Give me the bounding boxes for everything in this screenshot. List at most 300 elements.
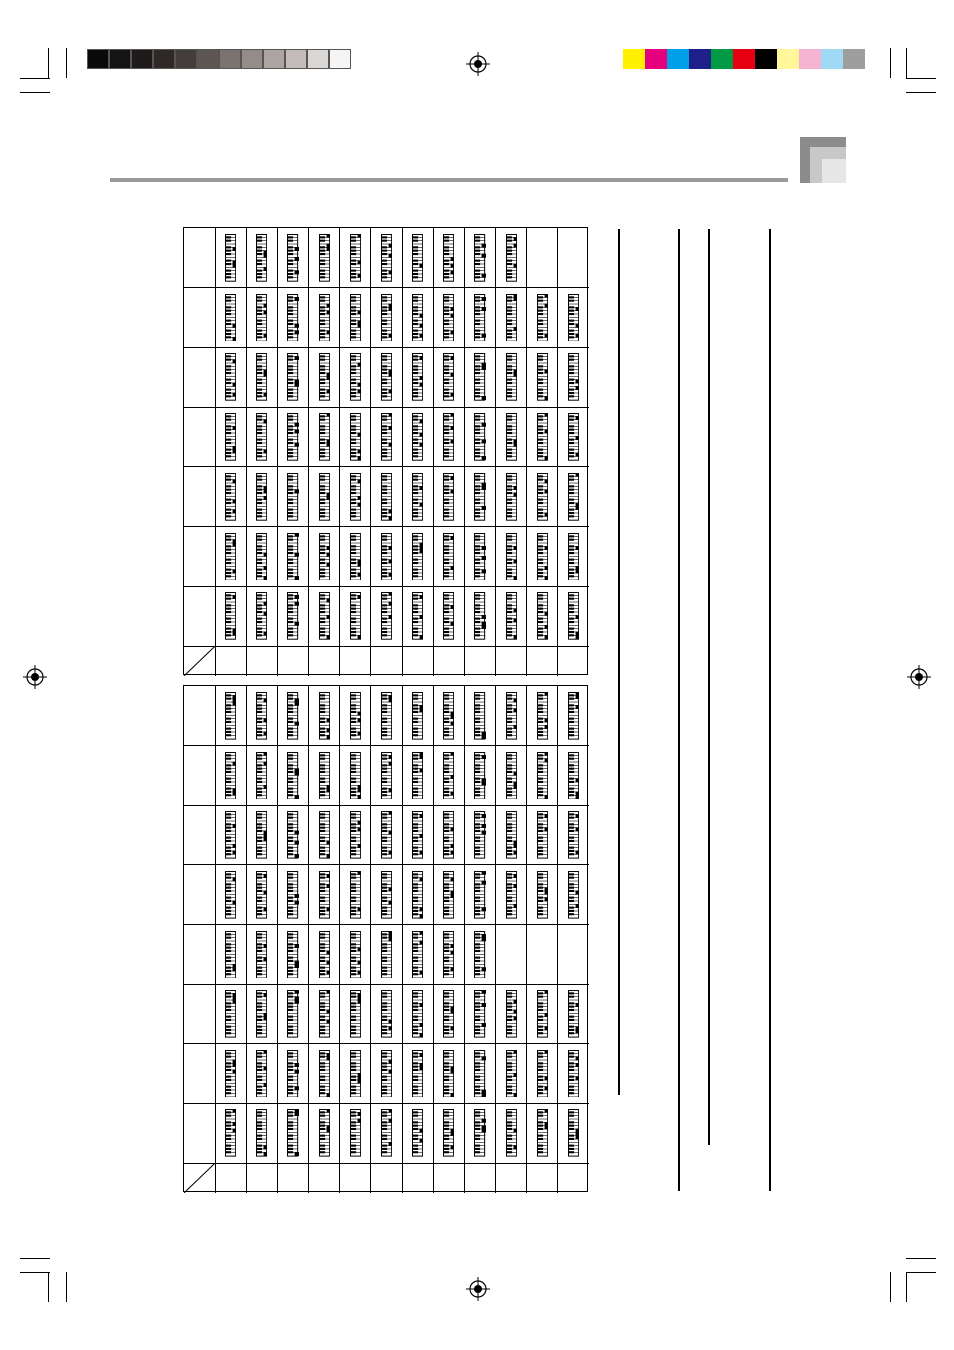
grey-swatch (153, 49, 175, 69)
chord-cell (558, 288, 589, 348)
chord-cell (402, 984, 433, 1044)
chord-cell (340, 586, 371, 646)
keyboard-diagram (381, 353, 392, 401)
chord-cell (215, 288, 246, 348)
keyboard-diagram (474, 692, 485, 740)
chord-cell (215, 925, 246, 985)
keyboard-diagram (225, 692, 236, 740)
chord-cell (246, 984, 277, 1044)
chord-cell (464, 228, 495, 288)
chord-cell (527, 527, 558, 587)
chord-cell (402, 686, 433, 746)
keyboard-diagram (443, 353, 454, 401)
crop-mark (20, 78, 50, 79)
keyboard-diagram (350, 234, 361, 282)
chord-cell (527, 347, 558, 407)
grey-swatch (263, 49, 285, 69)
keyboard-diagram (506, 533, 517, 581)
keyboard-diagram (225, 294, 236, 342)
keyboard-diagram (506, 473, 517, 521)
color-swatch (821, 49, 843, 69)
chord-cell (215, 984, 246, 1044)
chord-cell (402, 347, 433, 407)
crop-mark (48, 1272, 49, 1302)
keyboard-diagram (381, 413, 392, 461)
chord-cell (277, 1103, 308, 1163)
grey-swatch (109, 49, 131, 69)
chord-cell (340, 865, 371, 925)
keyboard-diagram (568, 592, 579, 640)
chord-cell (433, 467, 464, 527)
keyboard-diagram (287, 234, 298, 282)
keyboard-diagram (568, 811, 579, 859)
keyboard-diagram (319, 1050, 330, 1098)
keyboard-diagram (256, 1109, 267, 1157)
chord-cell (527, 288, 558, 348)
keyboard-diagram (506, 1109, 517, 1157)
chord-cell (496, 686, 527, 746)
chord-cell (277, 984, 308, 1044)
registration-target (466, 52, 490, 76)
chord-cell (402, 865, 433, 925)
chord-cell (527, 686, 558, 746)
chord-cell (558, 984, 589, 1044)
chord-cell (558, 1044, 589, 1104)
color-swatch (623, 49, 645, 69)
keyboard-diagram (474, 1109, 485, 1157)
chord-cell (215, 1044, 246, 1104)
chord-cell (558, 746, 589, 806)
chord-cell (215, 805, 246, 865)
keyboard-diagram (256, 811, 267, 859)
keyboard-diagram (256, 752, 267, 800)
keyboard-diagram (568, 752, 579, 800)
keyboard-diagram (287, 931, 298, 979)
keyboard-diagram (350, 692, 361, 740)
keyboard-diagram (412, 1109, 423, 1157)
vertical-rule-2 (678, 229, 680, 1191)
keyboard-diagram (287, 811, 298, 859)
keyboard-diagram (287, 990, 298, 1038)
chord-cell (558, 347, 589, 407)
chord-cell (371, 228, 402, 288)
chord-cell (464, 1044, 495, 1104)
chord-cell (215, 865, 246, 925)
keyboard-diagram (506, 871, 517, 919)
chord-cell (246, 586, 277, 646)
keyboard-diagram (568, 473, 579, 521)
chord-cell (246, 1103, 277, 1163)
registration-target (466, 1277, 490, 1301)
chord-cell (309, 407, 340, 467)
keyboard-diagram (225, 752, 236, 800)
chord-cell (433, 1044, 464, 1104)
keyboard-diagram (568, 533, 579, 581)
keyboard-diagram (537, 871, 548, 919)
chord-cell (309, 586, 340, 646)
keyboard-diagram (225, 931, 236, 979)
chord-cell (215, 347, 246, 407)
keyboard-diagram (381, 990, 392, 1038)
chord-cell (464, 805, 495, 865)
crop-mark (20, 92, 50, 93)
keyboard-diagram (474, 931, 485, 979)
chord-cell (496, 586, 527, 646)
chord-cell (558, 1103, 589, 1163)
keyboard-diagram (537, 811, 548, 859)
chord-cell (215, 586, 246, 646)
chord-cell (340, 1044, 371, 1104)
chord-cell (496, 1103, 527, 1163)
keyboard-diagram (287, 1109, 298, 1157)
grey-swatch (329, 49, 351, 69)
keyboard-diagram (506, 1050, 517, 1098)
keyboard-diagram (537, 1050, 548, 1098)
chord-cell (496, 746, 527, 806)
keyboard-diagram (256, 473, 267, 521)
grey-swatch (87, 49, 109, 69)
keyboard-diagram (381, 871, 392, 919)
keyboard-diagram (350, 294, 361, 342)
chord-cell (464, 288, 495, 348)
header-corner (184, 646, 215, 676)
chord-cell (277, 686, 308, 746)
crop-mark (48, 48, 49, 78)
keyboard-diagram (350, 871, 361, 919)
keyboard-diagram (319, 592, 330, 640)
keyboard-diagram (443, 234, 454, 282)
keyboard-diagram (287, 871, 298, 919)
grey-swatch (241, 49, 263, 69)
keyboard-diagram (568, 990, 579, 1038)
chord-cell (527, 865, 558, 925)
chord-cell (277, 527, 308, 587)
chord-cell (464, 1103, 495, 1163)
keyboard-diagram (474, 990, 485, 1038)
keyboard-diagram (287, 1050, 298, 1098)
chord-cell (309, 527, 340, 587)
keyboard-diagram (256, 990, 267, 1038)
crop-mark (66, 48, 67, 78)
keyboard-diagram (506, 811, 517, 859)
chord-cell (402, 407, 433, 467)
chord-cell (402, 288, 433, 348)
keyboard-diagram (412, 990, 423, 1038)
chord-cell (496, 1044, 527, 1104)
keyboard-diagram (412, 1050, 423, 1098)
chord-cell (558, 686, 589, 746)
keyboard-diagram (537, 473, 548, 521)
chord-cell (402, 228, 433, 288)
keyboard-diagram (412, 473, 423, 521)
chord-cell (246, 527, 277, 587)
registration-target (23, 665, 47, 689)
chord-cell (309, 746, 340, 806)
keyboard-diagram (225, 473, 236, 521)
keyboard-diagram (537, 353, 548, 401)
keyboard-diagram (319, 811, 330, 859)
keyboard-diagram (287, 353, 298, 401)
chord-cell (433, 527, 464, 587)
keyboard-diagram (381, 811, 392, 859)
keyboard-diagram (443, 1050, 454, 1098)
chord-cell (371, 984, 402, 1044)
chord-cell (464, 407, 495, 467)
chord-cell (309, 467, 340, 527)
chord-cell (496, 527, 527, 587)
chord-cell (464, 984, 495, 1044)
chord-cell (309, 1103, 340, 1163)
keyboard-diagram (443, 413, 454, 461)
chord-cell (464, 527, 495, 587)
keyboard-diagram (287, 533, 298, 581)
chord-cell (246, 686, 277, 746)
keyboard-diagram (506, 692, 517, 740)
crop-mark (20, 1272, 50, 1273)
chord-cell (215, 1103, 246, 1163)
keyboard-diagram (443, 294, 454, 342)
chord-cell (309, 925, 340, 985)
keyboard-diagram (474, 294, 485, 342)
keyboard-diagram (474, 871, 485, 919)
keyboard-diagram (506, 592, 517, 640)
crop-mark (906, 1258, 936, 1259)
chord-cell (277, 1044, 308, 1104)
color-swatch (755, 49, 777, 69)
chord-cell (246, 805, 277, 865)
chord-cell (215, 228, 246, 288)
keyboard-diagram (350, 811, 361, 859)
chord-cell (215, 407, 246, 467)
chord-cell (340, 467, 371, 527)
chord-cell (246, 407, 277, 467)
chord-cell (496, 407, 527, 467)
chord-cell (246, 467, 277, 527)
keyboard-diagram (568, 413, 579, 461)
chord-cell (340, 288, 371, 348)
vertical-rule-4 (769, 229, 771, 1191)
color-swatch (689, 49, 711, 69)
keyboard-diagram (319, 1109, 330, 1157)
keyboard-diagram (537, 294, 548, 342)
chord-cell (371, 925, 402, 985)
lower-panel (183, 685, 588, 1192)
keyboard-diagram (225, 533, 236, 581)
chord-cell (340, 686, 371, 746)
chord-cell (277, 347, 308, 407)
chord-cell (402, 1044, 433, 1104)
chord-cell (558, 586, 589, 646)
chord-cell (340, 1103, 371, 1163)
keyboard-diagram (225, 413, 236, 461)
keyboard-diagram (287, 592, 298, 640)
chord-cell (246, 288, 277, 348)
color-swatch (799, 49, 821, 69)
keyboard-diagram (568, 871, 579, 919)
crop-mark (906, 1272, 907, 1302)
color-swatch (667, 49, 689, 69)
color-swatch (733, 49, 755, 69)
chord-cell (464, 467, 495, 527)
grey-swatch (307, 49, 329, 69)
chord-cell (402, 467, 433, 527)
chord-cell (558, 527, 589, 587)
chord-cell (277, 407, 308, 467)
keyboard-diagram (225, 234, 236, 282)
keyboard-diagram (225, 592, 236, 640)
chord-cell (527, 746, 558, 806)
keyboard-diagram (474, 1050, 485, 1098)
keyboard-diagram (443, 752, 454, 800)
keyboard-diagram (474, 473, 485, 521)
chord-cell (340, 805, 371, 865)
grey-swatch (175, 49, 197, 69)
grey-swatch (197, 49, 219, 69)
keyboard-diagram (350, 533, 361, 581)
keyboard-diagram (350, 413, 361, 461)
keyboard-diagram (443, 871, 454, 919)
chord-cell (527, 407, 558, 467)
keyboard-diagram (381, 931, 392, 979)
chord-cell (340, 228, 371, 288)
keyboard-diagram (412, 533, 423, 581)
chord-cell (309, 686, 340, 746)
chord-cell (340, 984, 371, 1044)
crop-mark (890, 48, 891, 78)
chord-cell (464, 925, 495, 985)
keyboard-diagram (225, 1050, 236, 1098)
crop-mark (890, 1272, 891, 1302)
vertical-rule-3 (708, 229, 710, 1145)
chord-cell (527, 984, 558, 1044)
chord-cell (527, 586, 558, 646)
chord-cell (215, 746, 246, 806)
chord-cell (433, 805, 464, 865)
keyboard-diagram (350, 1109, 361, 1157)
keyboard-diagram (506, 294, 517, 342)
chord-cell (496, 984, 527, 1044)
chord-cell (246, 865, 277, 925)
keyboard-diagram (381, 473, 392, 521)
grey-swatch (219, 49, 241, 69)
keyboard-diagram (381, 294, 392, 342)
keyboard-diagram (256, 871, 267, 919)
keyboard-diagram (474, 234, 485, 282)
keyboard-diagram (474, 592, 485, 640)
chord-cell (277, 288, 308, 348)
keyboard-diagram (568, 1050, 579, 1098)
chord-cell (309, 347, 340, 407)
keyboard-diagram (319, 931, 330, 979)
keyboard-diagram (287, 413, 298, 461)
keyboard-diagram (474, 752, 485, 800)
chord-cell (433, 1103, 464, 1163)
chord-cell (496, 467, 527, 527)
upper-panel (183, 227, 588, 675)
keyboard-diagram (443, 473, 454, 521)
chord-cell (371, 586, 402, 646)
chord-cell (246, 1044, 277, 1104)
keyboard-diagram (256, 353, 267, 401)
chord-cell (215, 527, 246, 587)
crop-mark (906, 78, 936, 79)
chord-cell (309, 228, 340, 288)
chord-cell (527, 1044, 558, 1104)
keyboard-diagram (287, 752, 298, 800)
chord-cell (558, 865, 589, 925)
color-swatch (711, 49, 733, 69)
keyboard-diagram (381, 234, 392, 282)
keyboard-diagram (256, 533, 267, 581)
chord-cell (496, 288, 527, 348)
chord-cell (309, 865, 340, 925)
keyboard-diagram (256, 592, 267, 640)
chord-cell (277, 925, 308, 985)
keyboard-diagram (350, 473, 361, 521)
page-header-rule (110, 178, 788, 182)
keyboard-diagram (568, 692, 579, 740)
keyboard-diagram (319, 871, 330, 919)
chord-cell (433, 347, 464, 407)
keyboard-diagram (225, 1109, 236, 1157)
keyboard-diagram (319, 413, 330, 461)
chord-cell (464, 686, 495, 746)
chord-cell (433, 228, 464, 288)
chord-cell (371, 1103, 402, 1163)
registration-target (907, 665, 931, 689)
keyboard-diagram (225, 353, 236, 401)
chord-cell (558, 467, 589, 527)
chord-cell (215, 467, 246, 527)
chord-cell (246, 746, 277, 806)
keyboard-diagram (319, 473, 330, 521)
keyboard-diagram (319, 752, 330, 800)
keyboard-diagram (225, 811, 236, 859)
keyboard-diagram (568, 353, 579, 401)
chord-cell (371, 1044, 402, 1104)
keyboard-diagram (506, 752, 517, 800)
keyboard-diagram (443, 990, 454, 1038)
chord-cell (309, 984, 340, 1044)
chord-cell (277, 865, 308, 925)
keyboard-diagram (506, 353, 517, 401)
keyboard-diagram (381, 592, 392, 640)
crop-mark (906, 48, 907, 78)
keyboard-diagram (506, 990, 517, 1038)
chord-cell (371, 746, 402, 806)
keyboard-diagram (443, 931, 454, 979)
keyboard-diagram (443, 592, 454, 640)
chord-cell (215, 686, 246, 746)
chord-cell (246, 925, 277, 985)
chord-cell (402, 805, 433, 865)
keyboard-diagram (443, 811, 454, 859)
keyboard-diagram (381, 692, 392, 740)
keyboard-diagram (474, 353, 485, 401)
grey-swatch (285, 49, 307, 69)
keyboard-diagram (537, 413, 548, 461)
chord-cell (277, 746, 308, 806)
keyboard-diagram (350, 1050, 361, 1098)
chord-cell (340, 347, 371, 407)
chord-cell (496, 865, 527, 925)
keyboard-diagram (506, 234, 517, 282)
keyboard-diagram (412, 692, 423, 740)
color-swatch (777, 49, 799, 69)
chord-cell (558, 407, 589, 467)
keyboard-diagram (350, 990, 361, 1038)
chord-cell (433, 746, 464, 806)
